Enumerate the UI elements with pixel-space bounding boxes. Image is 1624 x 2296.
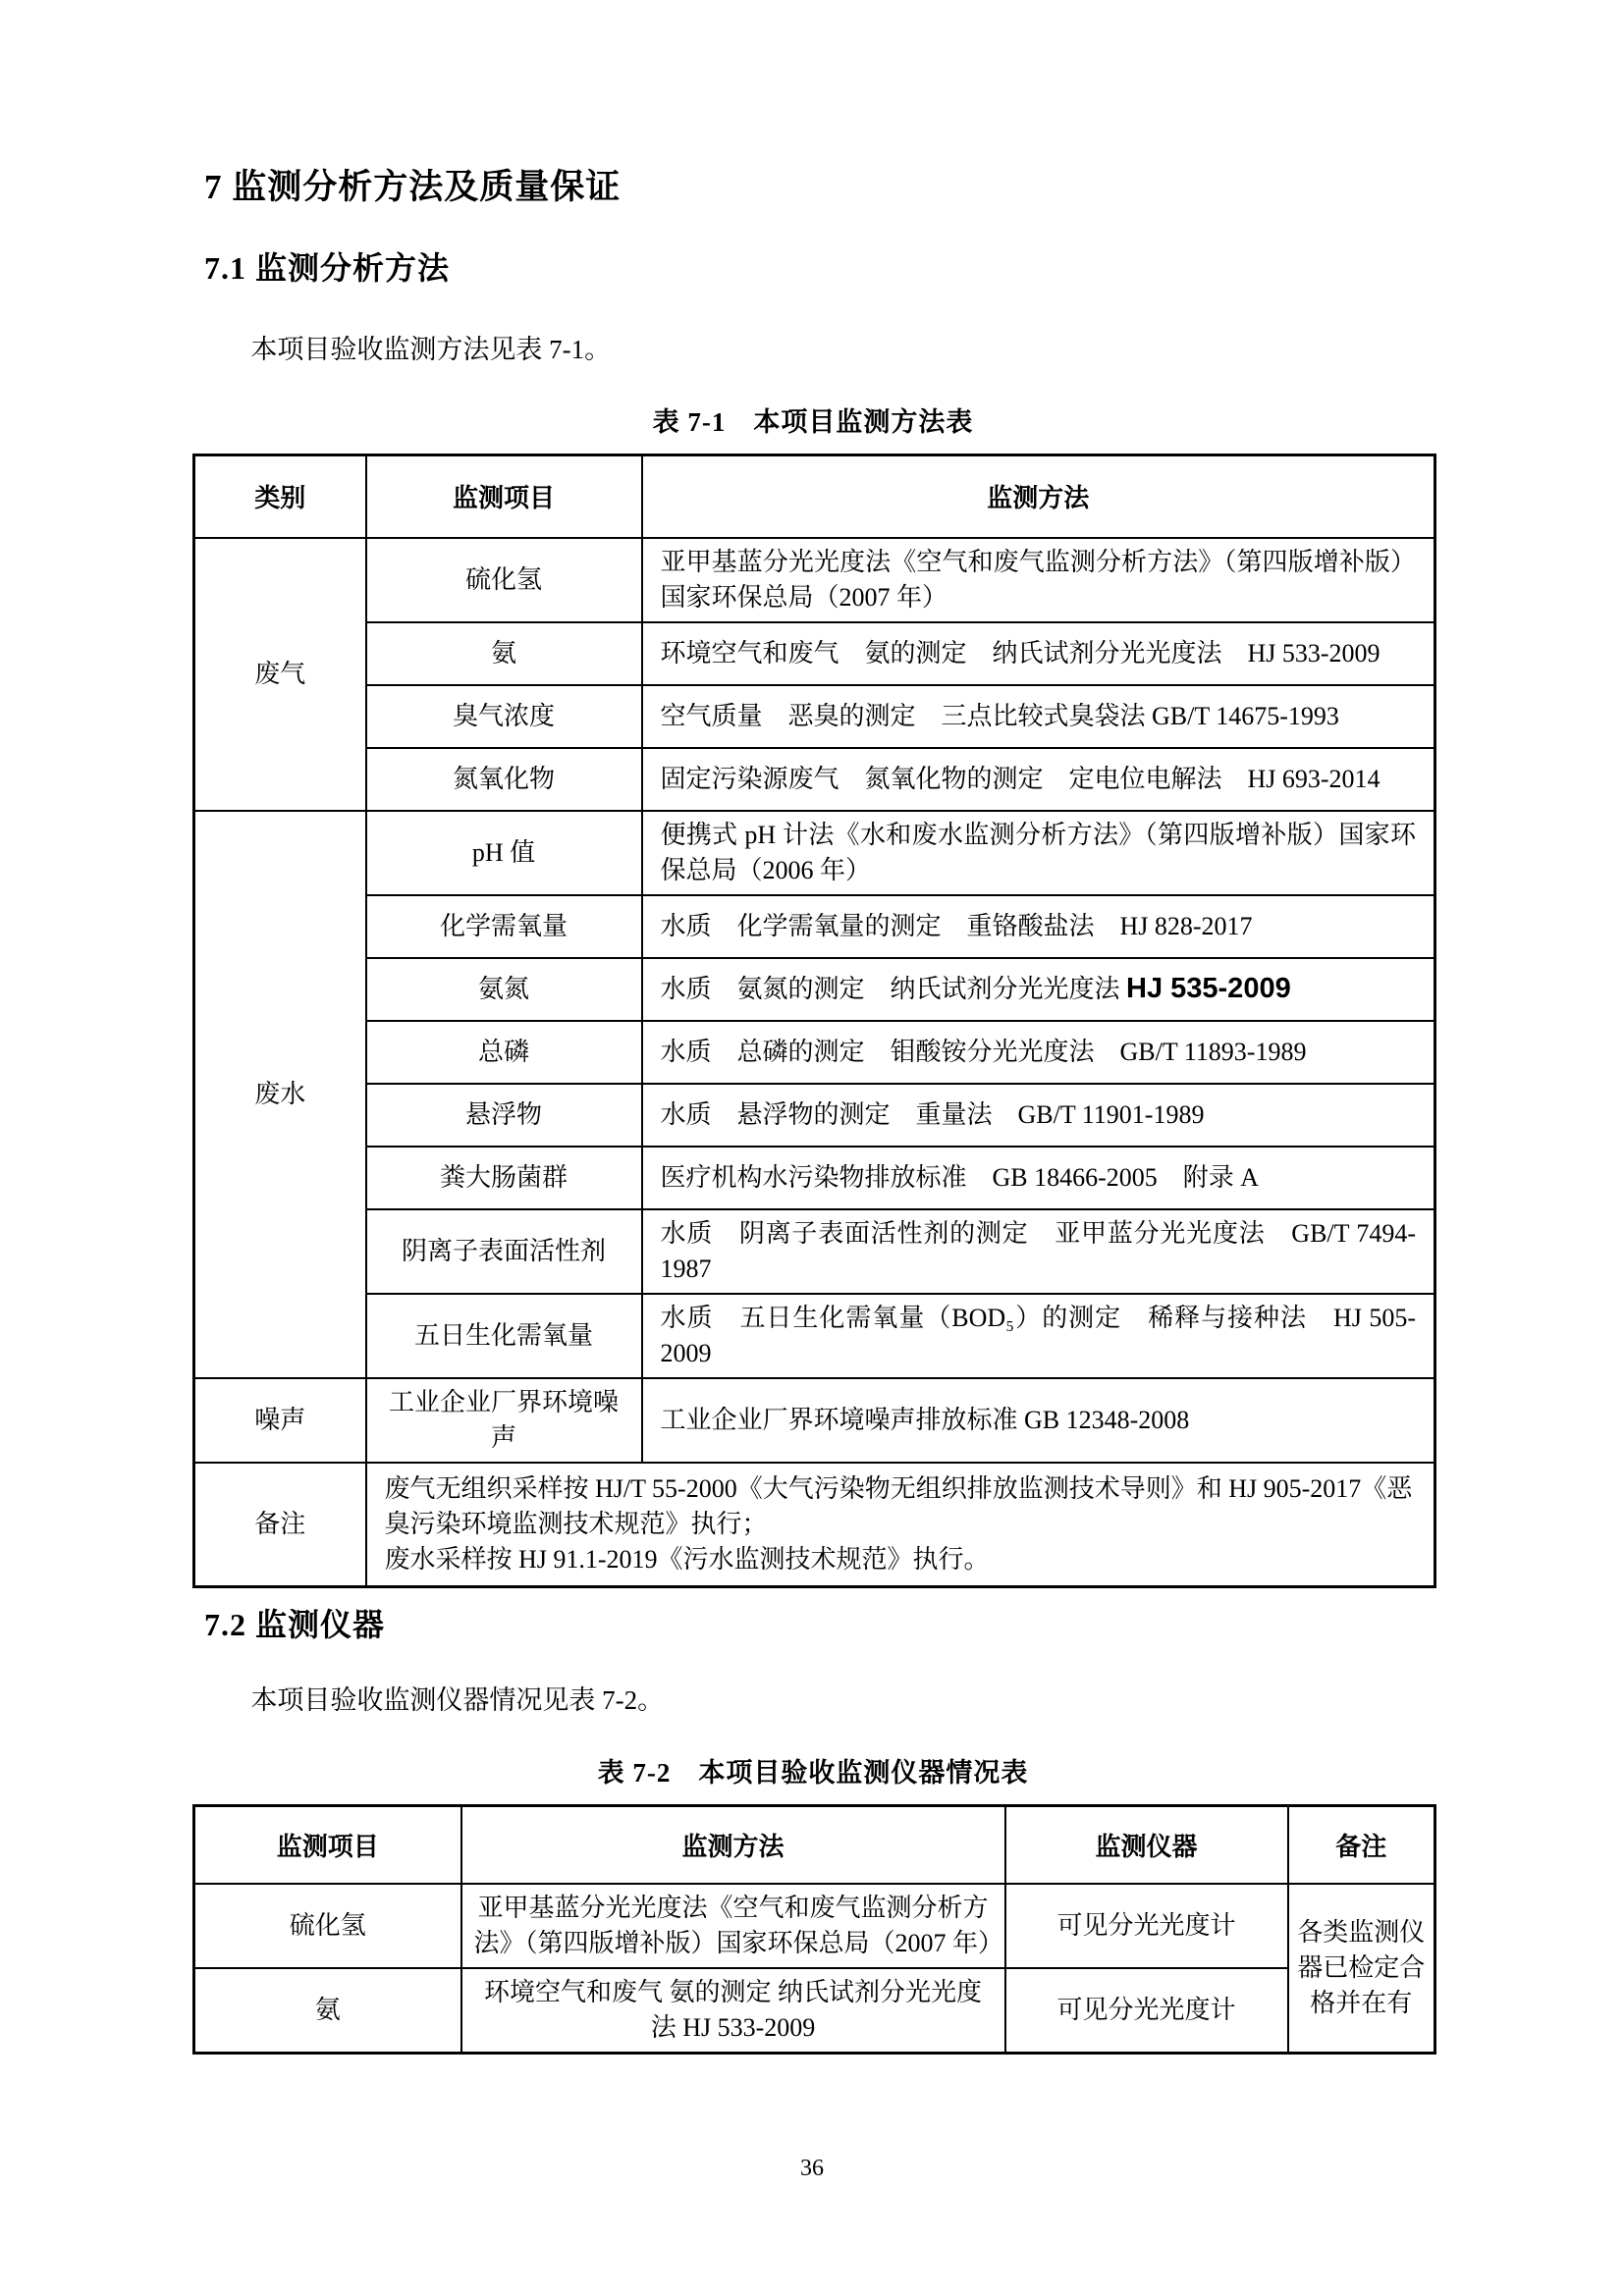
category-cell-noise: 噪声 (194, 1378, 366, 1463)
page-number: 36 (800, 2156, 824, 2181)
method-cell: 水质 五日生化需氧量（BOD₅）的测定 稀释与接种法 HJ 505-2009 (642, 1294, 1435, 1378)
item-cell: 氨 (366, 622, 642, 685)
table-row (194, 1294, 1435, 1378)
item-cell: 工业企业厂界环境噪声 (366, 1378, 642, 1463)
subsection-heading-7-1: 7.1 监测分析方法 (204, 250, 451, 286)
remarks-cell: 各类监测仪器已检定合格并在有 (1288, 1884, 1435, 2054)
intro-paragraph-2: 本项目验收监测仪器情况见表 7-2。 (250, 1685, 665, 1716)
intro-paragraph-1: 本项目验收监测方法见表 7-1。 (250, 335, 612, 365)
col-header-item: 监测项目 (194, 1805, 461, 1884)
col-header-category: 类别 (194, 455, 366, 538)
item-cell: 硫化氢 (194, 1884, 461, 1968)
item-cell: 硫化氢 (366, 538, 642, 622)
method-cell: 空气质量 恶臭的测定 三点比较式臭袋法 GB/T 14675-1993 (642, 685, 1435, 748)
method-cell: 环境空气和废气 氨的测定 纳氏试剂分光光度法 HJ 533-2009 (642, 622, 1435, 685)
method-cell: 水质 悬浮物的测定 重量法 GB/T 11901-1989 (642, 1084, 1435, 1147)
instrument-cell: 可见分光光度计 (1005, 1968, 1288, 2054)
item-cell: 化学需氧量 (366, 895, 642, 958)
method-cell: 环境空气和废气 氨的测定 纳氏试剂分光光度法 HJ 533-2009 (461, 1968, 1005, 2054)
method-cell: 工业企业厂界环境噪声排放标准 GB 12348-2008 (642, 1378, 1435, 1463)
monitoring-methods-table (192, 454, 1436, 1588)
table-row (194, 1884, 1435, 1968)
table-row (194, 1463, 1435, 1587)
instruments-table (192, 1804, 1436, 2056)
table-row (194, 538, 1435, 622)
col-header-method: 监测方法 (461, 1805, 1005, 1884)
item-cell: 五日生化需氧量 (366, 1294, 642, 1378)
table-header-row (194, 1805, 1435, 1884)
item-cell: 臭气浓度 (366, 685, 642, 748)
item-cell: pH 值 (366, 811, 642, 895)
remarks-line-2: 废水采样按 HJ 91.1-2019《污水监测技术规范》执行。 (384, 1544, 990, 1574)
table-row (194, 811, 1435, 895)
remarks-line-1: 废气无组织采样按 HJ/T 55-2000《大气污染物无组织排放监测技术导则》和 HJ 905-2017《恶臭污染环境监测技术规范》执行； (384, 1473, 1413, 1538)
item-cell: 氮氧化物 (366, 748, 642, 811)
method-cell: 水质 化学需氧量的测定 重铬酸盐法 HJ 828-2017 (642, 895, 1435, 958)
table-row (194, 1968, 1435, 2054)
category-cell-wastewater: 废水 (194, 811, 366, 1378)
table-header-row (194, 455, 1435, 538)
item-cell: 阴离子表面活性剂 (366, 1209, 642, 1294)
method-cell: 固定污染源废气 氮氧化物的测定 定电位电解法 HJ 693-2014 (642, 748, 1435, 811)
subsection-heading-7-2: 7.2 监测仪器 (204, 1606, 386, 1642)
method-cell: 水质 总磷的测定 钼酸铵分光光度法 GB/T 11893-1989 (642, 1021, 1435, 1084)
item-cell: 粪大肠菌群 (366, 1147, 642, 1209)
method-cell: 便携式 pH 计法《水和废水监测分析方法》（第四版增补版）国家环保总局（2006 年） (642, 811, 1435, 895)
table1-title: 表 7-1 本项目监测方法表 (652, 407, 974, 438)
table-row (194, 685, 1435, 748)
col-header-item: 监测项目 (366, 455, 642, 538)
table2-title: 表 7-2 本项目验收监测仪器情况表 (597, 1757, 1029, 1788)
item-cell: 悬浮物 (366, 1084, 642, 1147)
method-cell: 亚甲基蓝分光光度法《空气和废气监测分析方法》（第四版增补版）国家环保总局（2007 年） (642, 538, 1435, 622)
table-row (194, 1084, 1435, 1147)
item-cell: 氨氮 (366, 958, 642, 1021)
table-row (194, 1378, 1435, 1463)
method-standard-code: HJ 535-2009 (1126, 973, 1291, 1005)
item-cell: 总磷 (366, 1021, 642, 1084)
table-row (194, 622, 1435, 685)
table-row (194, 748, 1435, 811)
table-row (194, 895, 1435, 958)
method-text: 水质 氨氮的测定 纳氏试剂分光光度法 (660, 975, 1120, 1004)
section-heading: 7 监测分析方法及质量保证 (204, 168, 622, 206)
method-cell: 亚甲基蓝分光光度法《空气和废气监测分析方法》（第四版增补版）国家环保总局（2007 年） (461, 1884, 1005, 1968)
col-header-remarks: 备注 (1288, 1805, 1435, 1884)
table-row (194, 1209, 1435, 1294)
table-row (194, 1021, 1435, 1084)
table-row (194, 958, 1435, 1021)
method-cell: 医疗机构水污染物排放标准 GB 18466-2005 附录 A (642, 1147, 1435, 1209)
method-cell (642, 958, 1435, 1021)
item-cell: 氨 (194, 1968, 461, 2054)
col-header-instrument: 监测仪器 (1005, 1805, 1288, 1884)
category-cell-gas: 废气 (194, 538, 366, 811)
col-header-method: 监测方法 (642, 455, 1435, 538)
table-row (194, 1147, 1435, 1209)
remarks-cell (366, 1463, 1435, 1587)
category-cell-note: 备注 (194, 1463, 366, 1587)
instrument-cell: 可见分光光度计 (1005, 1884, 1288, 1968)
method-cell: 水质 阴离子表面活性剂的测定 亚甲蓝分光光度法 GB/T 7494-1987 (642, 1209, 1435, 1294)
